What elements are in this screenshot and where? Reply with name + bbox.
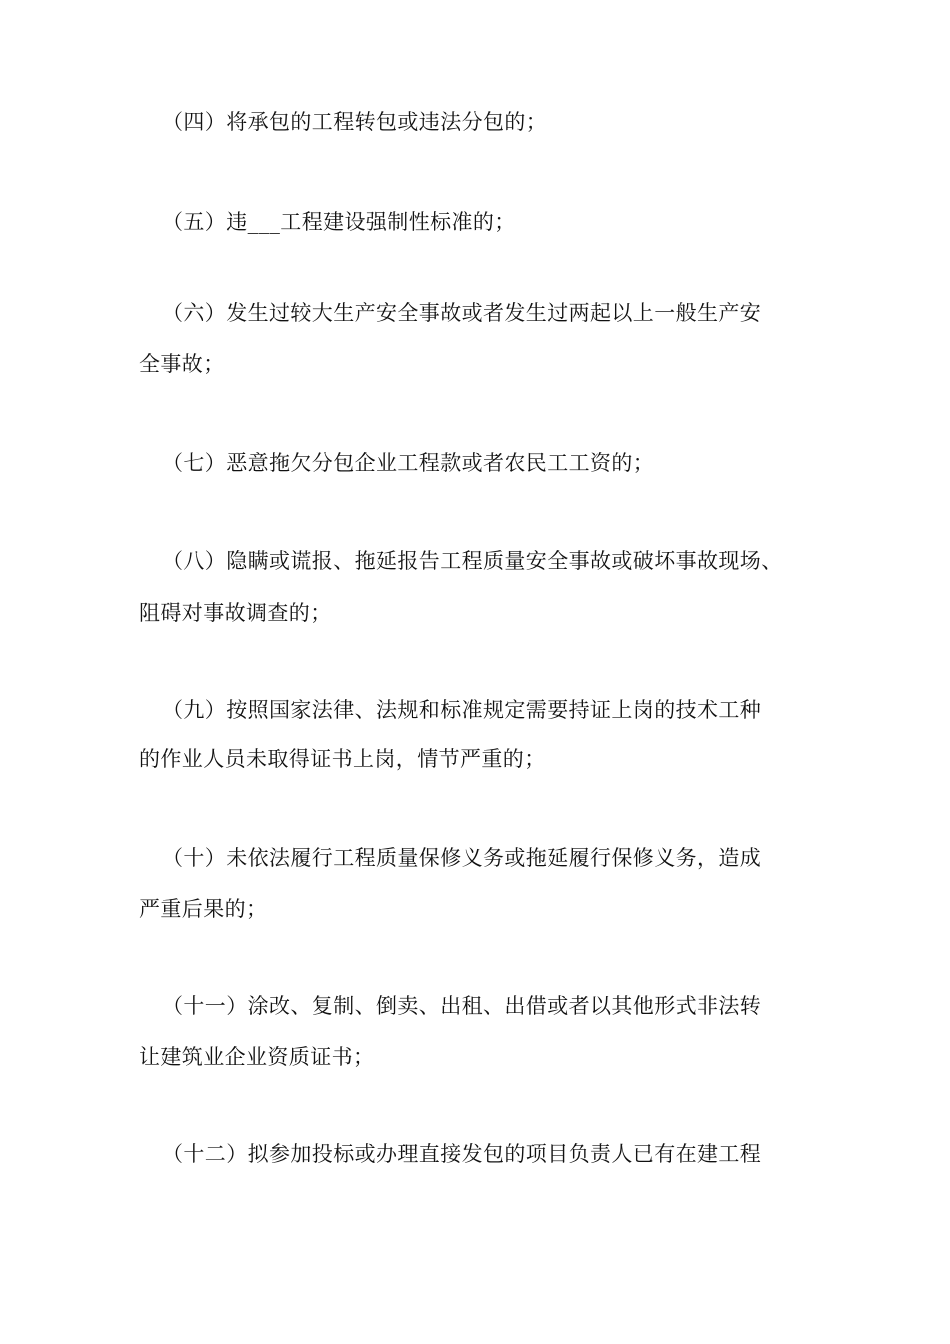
paragraph-8-line-1: （八）隐瞒或谎报、拖延报告工程质量安全事故或破坏事故现场、 (162, 549, 783, 573)
paragraph-4-line-1: （四）将承包的工程转包或违法分包的； (162, 110, 548, 134)
paragraph-9-line-1: （九）按照国家法律、法规和标准规定需要持证上岗的技术工种 (162, 698, 762, 722)
paragraph-12-line-1: （十二）拟参加投标或办理直接发包的项目负责人已有在建工程 (162, 1142, 762, 1166)
paragraph-11-line-2: 让建筑业企业资质证书； (139, 1045, 375, 1069)
paragraph-5-line-1: （五）违___工程建设强制性标准的； (162, 210, 516, 234)
paragraph-6-line-1: （六）发生过较大生产安全事故或者发生过两起以上一般生产安 (162, 301, 762, 325)
paragraph-8-line-2: 阻碍对事故调查的； (139, 601, 332, 625)
paragraph-6-line-2: 全事故； (139, 352, 225, 376)
paragraph-11-line-1: （十一）涂改、复制、倒卖、出租、出借或者以其他形式非法转 (162, 994, 762, 1018)
paragraph-9-line-2: 的作业人员未取得证书上岗，情节严重的； (139, 747, 546, 771)
paragraph-10-line-1: （十）未依法履行工程质量保修义务或拖延履行保修义务，造成 (162, 846, 762, 870)
paragraph-7-line-1: （七）恶意拖欠分包企业工程款或者农民工工资的； (162, 451, 655, 475)
paragraph-10-line-2: 严重后果的； (139, 897, 268, 921)
